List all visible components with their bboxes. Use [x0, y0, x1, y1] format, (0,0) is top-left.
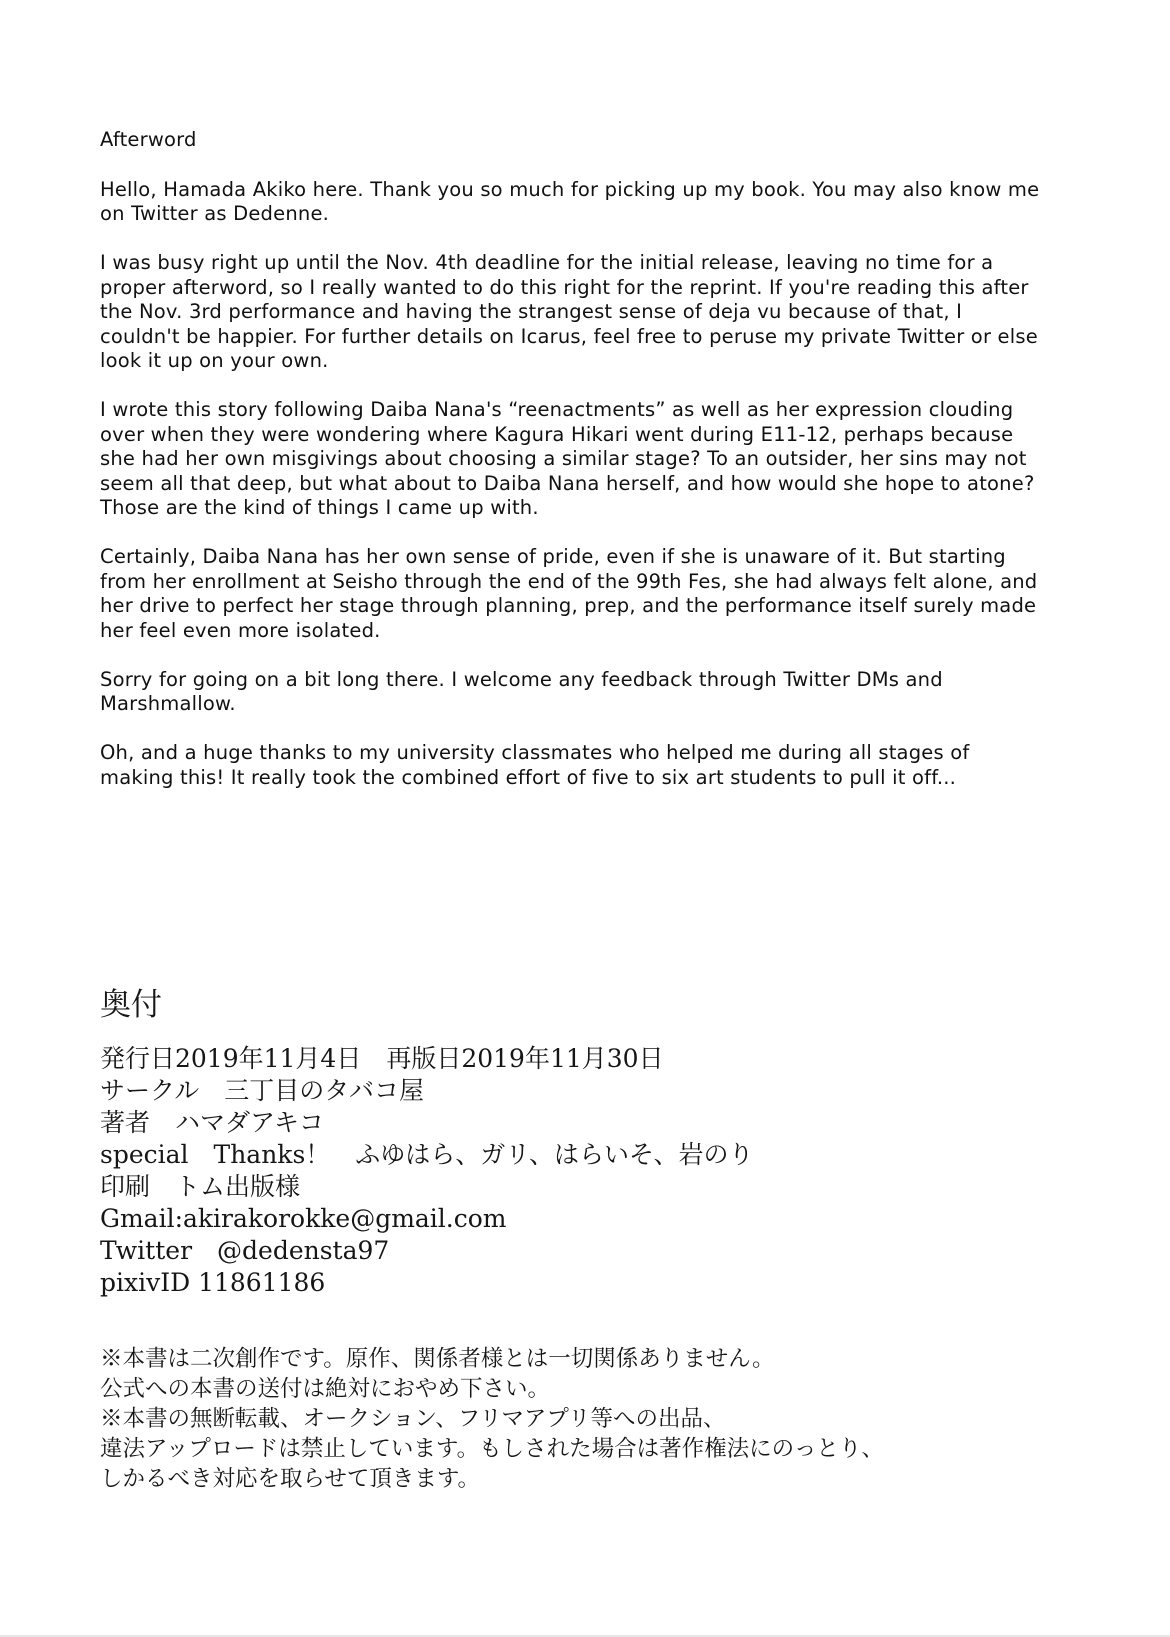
afterword-paragraph-2: I was busy right up until the Nov. 4th deadline for the initial release, leaving no time for a proper afterword, so I really wanted to do this right for the reprint. If you're reading this after the Nov. 3rd performance and having the strangest sense of deja vu because of that, I couldn't be happier. For further details on Icarus, feel free to peruse my private Twitter or else look it up on your own. [100, 251, 1038, 372]
afterword-paragraph-4: Certainly, Daiba Nana has her own sense of pride, even if she is unaware of it. But starting from her enrollment at Seisho through the end of the 99th Fes, she had always felt alone, and her drive to perfect her stage through planning, prep, and the performance itself surely made her feel even more isolated. [100, 545, 1038, 642]
disclaimer-line-5: しかるべき対応を取らせて頂きます。 [100, 1466, 481, 1492]
publication-dates: 発行日2019年11月4日 再版日2019年11月30日 [100, 1044, 664, 1073]
special-thanks: special Thanks！ ふゆはら、ガリ、はらいそ、岩のり [100, 1140, 754, 1169]
afterword-title: Afterword [100, 128, 197, 151]
disclaimer-line-2: 公式への本書の送付は絶対におやめ下さい。 [100, 1376, 551, 1402]
disclaimer-line-4: 違法アップロードは禁止しています。もしされた場合は著作権法にのっとり、 [100, 1436, 884, 1462]
circle-name: サークル 三丁目のタバコ屋 [100, 1076, 425, 1105]
afterword-paragraph-3: I wrote this story following Daiba Nana's “reenactments” as well as her expression clouding over when they were wondering where Kagura Hikari went during E11-12, perhaps because she had her own misgivings about choosing a similar stage? To an outsider, her sins may not seem all that deep, but what about to Daiba Nana herself, and how would she hope to atone? Those are the kind of things I came up with. [100, 398, 1035, 519]
afterword-section [100, 128, 1040, 815]
pixiv-id: pixivID 11861186 [100, 1268, 326, 1297]
afterword-paragraph-1: Hello, Hamada Akiko here. Thank you so much for picking up my book. You may also know me on Twitter as Dedenne. [100, 177, 1040, 225]
author-name: 著者 ハマダアキコ [100, 1108, 325, 1137]
colophon-section [100, 985, 1100, 1299]
afterword-paragraph-5: Sorry for going on a bit long there. I welcome any feedback through Twitter DMs and Marshmallow. [100, 667, 943, 715]
colophon-title: 奥付 [100, 987, 162, 1023]
disclaimer-line-3: ※本書の無断転載、オークション、フリマアプリ等への出品、 [100, 1406, 726, 1432]
afterword-paragraph-6: Oh, and a huge thanks to my university classmates who helped me during all stages of making this! It really took the combined effort of five to six art students to pull it off... [100, 741, 970, 789]
disclaimer-notes [100, 1344, 1100, 1494]
gmail-contact: Gmail:akirakorokke@gmail.com [100, 1204, 507, 1233]
printer-name: 印刷 トム出版様 [100, 1172, 301, 1201]
disclaimer-line-1: ※本書は二次創作です。原作、関係者様とは一切関係ありません。 [100, 1346, 775, 1372]
twitter-handle: Twitter @dedensta97 [100, 1236, 390, 1265]
